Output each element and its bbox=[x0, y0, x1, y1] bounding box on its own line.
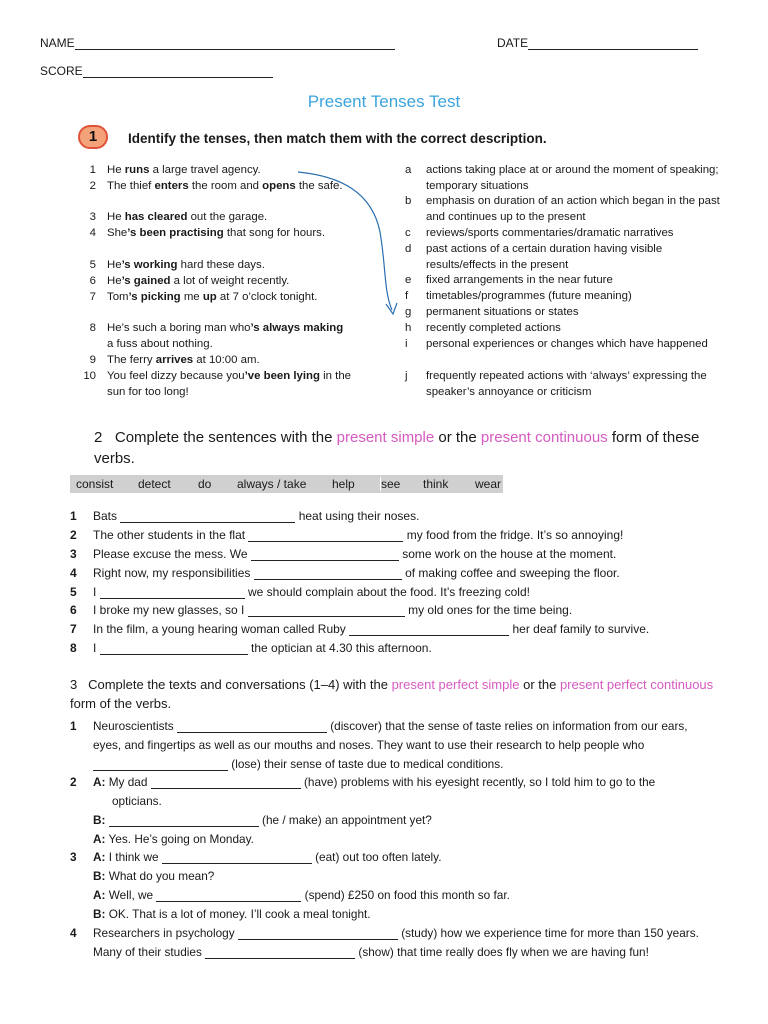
description-letter: a bbox=[405, 164, 412, 176]
sentence-number: 8 bbox=[89, 322, 96, 334]
description-text: fixed arrangements in the near future bbox=[426, 274, 613, 286]
description-text: emphasis on duration of an action which began in the past and continues up to the present bbox=[426, 195, 720, 223]
sentence-text: He’s working hard these days. bbox=[107, 259, 265, 271]
verb-help: help bbox=[332, 477, 355, 491]
sentence-number: 4 bbox=[89, 227, 96, 239]
answer-blank[interactable] bbox=[238, 927, 398, 940]
speaker-label: B: bbox=[93, 869, 106, 883]
sentence-number: 2 bbox=[89, 180, 96, 192]
score-label: SCORE bbox=[40, 64, 83, 78]
line-text: opticians. bbox=[112, 794, 162, 808]
answer-blank[interactable] bbox=[162, 851, 312, 864]
item-number: 3 bbox=[70, 850, 77, 864]
instruction-text: form of the verbs. bbox=[70, 696, 172, 711]
highlight-present-perfect-continuous: present perfect continuous bbox=[559, 677, 714, 692]
section-3-instruction bbox=[70, 675, 720, 713]
section-2-number: 2 bbox=[94, 429, 103, 446]
name-field[interactable] bbox=[40, 36, 395, 50]
section-1-badge: 1 bbox=[78, 125, 108, 149]
score-field[interactable] bbox=[40, 64, 273, 78]
answer-blank[interactable] bbox=[93, 758, 228, 771]
sentence-text: Bats heat using their noses. bbox=[93, 509, 420, 523]
verb-do: do bbox=[198, 477, 212, 491]
answer-blank[interactable] bbox=[251, 548, 399, 561]
sentence-text: He runs a large travel agency. bbox=[107, 164, 261, 176]
description-letter: c bbox=[405, 227, 411, 239]
speaker-label: A: bbox=[93, 775, 106, 789]
description-letter: g bbox=[405, 306, 412, 318]
description-letter: b bbox=[405, 195, 412, 207]
sentence-number: 8 bbox=[70, 641, 77, 655]
description-letter: e bbox=[405, 274, 412, 286]
sentence-number: 3 bbox=[89, 211, 96, 223]
sentence-number: 6 bbox=[70, 603, 77, 617]
sentence-number: 1 bbox=[89, 164, 96, 176]
instruction-text: Complete the sentences with the bbox=[114, 429, 337, 446]
description-letter: i bbox=[405, 338, 408, 350]
description-text: reviews/sports commentaries/dramatic narratives bbox=[426, 227, 674, 239]
instruction-text: or the bbox=[519, 677, 560, 692]
score-line[interactable] bbox=[83, 65, 273, 78]
line-text: A: My dad (have) problems with his eyesight recently, so I told him to go to the bbox=[93, 775, 656, 789]
answer-blank[interactable] bbox=[100, 642, 248, 655]
answer-blank[interactable] bbox=[177, 720, 327, 733]
line-text: eyes, and fingertips as well as our mouths and noses. They want to use their research to help people who bbox=[93, 738, 645, 752]
line-text: Many of their studies (show) that time really does fly when we are having fun! bbox=[93, 945, 649, 959]
example-arrow-icon bbox=[280, 162, 410, 322]
sentence-text: He’s such a boring man who’s always making a fuss about nothing. bbox=[107, 322, 344, 350]
instruction-text: Complete the texts and conversations (1–4) with the bbox=[88, 677, 392, 692]
verb-always-take: always / take bbox=[237, 477, 307, 491]
description-text: recently completed actions bbox=[426, 322, 561, 334]
answer-blank[interactable] bbox=[100, 586, 245, 599]
verb-wear: wear bbox=[475, 477, 502, 491]
page-title: Present Tenses Test bbox=[307, 92, 461, 111]
sentence-text: He has cleared out the garage. bbox=[107, 211, 268, 223]
answer-blank[interactable] bbox=[156, 889, 301, 902]
sentence-text: The thief enters the room and opens the safe. bbox=[107, 180, 343, 192]
description-text: frequently repeated actions with ‘always’ expressing the speaker’s annoyance or criticism bbox=[426, 370, 707, 398]
description-letter: j bbox=[405, 370, 408, 382]
sentence-number: 3 bbox=[70, 547, 77, 561]
instruction-text: or the bbox=[434, 429, 481, 446]
verb-think: think bbox=[423, 477, 449, 491]
line-text: B: What do you mean? bbox=[93, 869, 215, 883]
item-number: 4 bbox=[70, 926, 77, 940]
line-text: B: OK. That is a lot of money. I’ll cook a meal tonight. bbox=[93, 907, 371, 921]
sentence-text: He’s gained a lot of weight recently. bbox=[107, 275, 290, 287]
sentence-text: Right now, my responsibilities of making coffee and sweeping the floor. bbox=[93, 566, 620, 580]
section-3-number: 3 bbox=[70, 677, 78, 692]
speaker-label: A: bbox=[93, 832, 106, 846]
answer-blank[interactable] bbox=[349, 623, 509, 636]
sentence-text: Tom’s picking me up at 7 o’clock tonight. bbox=[107, 291, 318, 303]
verb-consist: consist bbox=[76, 477, 114, 491]
sentence-number: 10 bbox=[83, 370, 96, 382]
sentence-number: 5 bbox=[89, 259, 96, 271]
date-label: DATE bbox=[497, 36, 529, 50]
answer-blank[interactable] bbox=[205, 946, 355, 959]
description-letter: f bbox=[405, 290, 409, 302]
description-letter: d bbox=[405, 243, 412, 255]
answer-blank[interactable] bbox=[254, 567, 402, 580]
line-text: A: Yes. He’s going on Monday. bbox=[93, 832, 254, 846]
speaker-label: A: bbox=[93, 850, 106, 864]
description-text: timetables/programmes (future meaning) bbox=[426, 290, 632, 302]
line-text: Neuroscientists (discover) that the sense of taste relies on information from our ears, bbox=[93, 719, 688, 733]
description-text: actions taking place at or around the moment of speaking; temporary situations bbox=[426, 164, 719, 192]
sentence-text: She’s been practising that song for hours. bbox=[107, 227, 326, 239]
highlight-present-simple: present simple bbox=[336, 429, 435, 446]
answer-blank[interactable] bbox=[248, 529, 403, 542]
description-text: permanent situations or states bbox=[426, 306, 579, 318]
sentence-number: 7 bbox=[70, 622, 77, 636]
date-field[interactable] bbox=[497, 36, 698, 50]
instruction-text: form of these verbs. bbox=[94, 429, 700, 467]
verb-detect: detect bbox=[138, 477, 171, 491]
line-text: Researchers in psychology (study) how we experience time for more than 150 years. bbox=[93, 926, 699, 940]
verb-box bbox=[70, 475, 503, 493]
answer-blank[interactable] bbox=[248, 604, 405, 617]
sentence-number: 4 bbox=[70, 566, 77, 580]
answer-blank[interactable] bbox=[151, 776, 301, 789]
answer-blank[interactable] bbox=[120, 510, 295, 523]
sentence-text: In the film, a young hearing woman called Ruby her deaf family to survive. bbox=[93, 622, 650, 636]
name-label: NAME bbox=[40, 36, 75, 50]
highlight-present-continuous: present continuous bbox=[480, 429, 608, 446]
answer-blank[interactable] bbox=[109, 814, 259, 827]
sentence-text: I the optician at 4.30 this afternoon. bbox=[93, 641, 432, 655]
section-2-instruction bbox=[94, 427, 734, 469]
speaker-label: B: bbox=[93, 813, 106, 827]
line-text: B: (he / make) an appointment yet? bbox=[93, 813, 432, 827]
description-letter: h bbox=[405, 322, 412, 334]
date-line[interactable] bbox=[528, 37, 698, 50]
sentence-text: You feel dizzy because you’ve been lying in the sun for too long! bbox=[107, 370, 352, 398]
sentence-number: 9 bbox=[89, 354, 96, 366]
sentence-number: 2 bbox=[70, 528, 77, 542]
name-line[interactable] bbox=[75, 37, 395, 50]
sentence-number: 7 bbox=[89, 291, 96, 303]
line-text: (lose) their sense of taste due to medical conditions. bbox=[93, 757, 503, 771]
sentence-number: 6 bbox=[89, 275, 96, 287]
description-text: personal experiences or changes which have happened bbox=[426, 338, 708, 350]
sentence-text: I we should complain about the food. It’s freezing cold! bbox=[93, 585, 530, 599]
item-number: 2 bbox=[70, 775, 77, 789]
sentence-text: Please excuse the mess. We some work on the house at the moment. bbox=[93, 547, 617, 561]
line-text: A: I think we (eat) out too often lately. bbox=[93, 850, 442, 864]
verb-see: see bbox=[381, 477, 401, 491]
sentence-text: The ferry arrives at 10:00 am. bbox=[107, 354, 260, 366]
sentence-text: The other students in the flat my food from the fridge. It’s so annoying! bbox=[93, 528, 624, 542]
speaker-label: A: bbox=[93, 888, 106, 902]
section-1-instruction: Identify the tenses, then match them with the correct description. bbox=[128, 131, 547, 146]
sentence-number: 5 bbox=[70, 585, 77, 599]
line-text: A: Well, we (spend) £250 on food this month so far. bbox=[93, 888, 510, 902]
item-number: 1 bbox=[70, 719, 77, 733]
speaker-label: B: bbox=[93, 907, 106, 921]
sentence-text: I broke my new glasses, so I my old ones for the time being. bbox=[93, 603, 573, 617]
highlight-present-perfect-simple: present perfect simple bbox=[391, 677, 520, 692]
description-text: past actions of a certain duration having visible results/effects in the present bbox=[426, 243, 663, 271]
sentence-number: 1 bbox=[70, 509, 77, 523]
